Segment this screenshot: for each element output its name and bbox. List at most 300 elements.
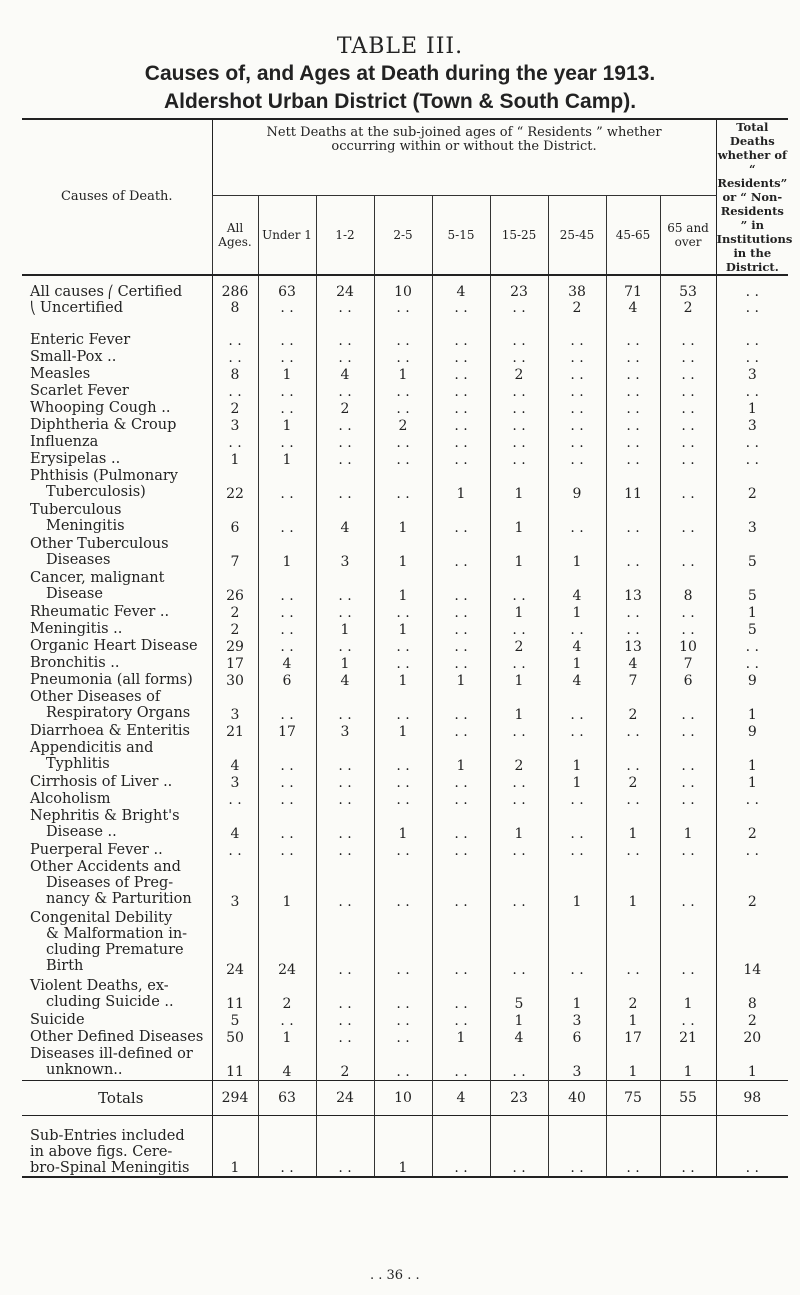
cause-label-line: Diseases [46,552,111,568]
spacer-cell [606,318,660,332]
age-value-cell: . . [374,1012,432,1029]
age-value-cell: 71 [606,275,660,300]
cause-label [22,808,212,842]
age-value-cell: . . [432,723,490,740]
age-value-cell: . . [660,774,716,791]
age-value-cell: . . [316,859,374,910]
age-value-cell: . . [316,1012,374,1029]
table-row [22,655,788,672]
table-row [22,434,788,451]
table-row [22,570,788,604]
age-value-cell: 1 [316,621,374,638]
age-value-cell: . . [548,808,606,842]
age-value-cell: . . [490,400,548,417]
age-value-cell: 13 [606,570,660,604]
table-row [22,638,788,655]
age-value-cell: 3 [316,723,374,740]
age-value-cell: . . [258,434,316,451]
age-value-cell: 1 [548,859,606,910]
age-column-header: 1-2 [316,196,374,275]
total-deaths-cell: 20 [716,1029,788,1046]
age-value-cell: . . [374,300,432,318]
cause-label-line: cluding Premature [46,942,184,958]
age-value-cell: 5 [490,978,548,1012]
age-value-cell: . . [432,502,490,536]
age-value-cell: . . [432,400,490,417]
age-value-cell: 294 [212,1080,258,1115]
cause-label-line: Other Accidents and [30,859,181,875]
age-value-cell: 1 [548,774,606,791]
age-value-cell: . . [660,1115,716,1177]
age-value-cell: 286 [212,275,258,300]
cause-label-line: Nephritis & Bright's [30,808,180,824]
table-row [22,842,788,859]
total-deaths-cell: 9 [716,672,788,689]
cause-label-line: Scarlet Fever [30,383,129,399]
table-row [22,621,788,638]
cause-label-line: & Malformation in- [46,926,188,942]
age-value-cell: . . [660,366,716,383]
age-value-cell: . . [432,300,490,318]
cause-label-line: Puerperal Fever .. [30,842,163,858]
age-value-cell: . . [432,1012,490,1029]
cause-label-line: Phthisis (Pulmonary [30,468,179,484]
totals-label: Totals [22,1080,212,1115]
spacer-cell [316,318,374,332]
age-value-cell: 4 [316,366,374,383]
table-title: Causes of, and Ages at Death during the year 1913. [144,62,656,85]
age-value-cell: . . [258,638,316,655]
age-value-cell: 4 [548,638,606,655]
age-value-cell: 1 [548,655,606,672]
uncertified-label [22,300,212,318]
cause-label [22,417,212,434]
age-column-header: 5-15 [432,196,490,275]
age-value-cell: . . [548,349,606,366]
age-value-cell: 4 [316,672,374,689]
nett-deaths-header: Nett Deaths at the sub-joined ages of “ Residents ” whether occurring within or without the District. [212,119,716,196]
age-value-cell: . . [316,604,374,621]
age-value-cell: . . [432,604,490,621]
age-value-cell: . . [660,842,716,859]
table-row [22,791,788,808]
age-value-cell: . . [316,332,374,349]
age-value-cell: . . [258,791,316,808]
cause-label-line: Birth [46,958,84,974]
age-value-cell: . . [212,791,258,808]
age-value-cell: 9 [548,468,606,502]
age-value-cell: . . [316,1029,374,1046]
age-value-cell: . . [316,791,374,808]
age-value-cell: 24 [316,275,374,300]
age-value-cell: . . [490,791,548,808]
age-value-cell: . . [606,910,660,978]
age-value-cell: 2 [490,366,548,383]
age-value-cell: . . [316,349,374,366]
cause-label-line: Other Defined Diseases [30,1029,204,1045]
age-value-cell: 29 [212,638,258,655]
cause-label-line: Diseases of Preg- [46,875,174,891]
age-value-cell: 3 [548,1046,606,1080]
age-value-cell: . . [212,332,258,349]
age-value-cell: 4 [316,502,374,536]
age-value-cell: . . [432,349,490,366]
age-value-cell: 1 [374,536,432,570]
all-causes-text: All causes [30,284,104,300]
cause-label-line: Cirrhosis of Liver .. [30,774,173,790]
age-value-cell: 11 [606,468,660,502]
age-value-cell: 2 [660,300,716,318]
age-column-header: Under 1 [258,196,316,275]
age-value-cell: 30 [212,672,258,689]
age-value-cell: . . [374,859,432,910]
table-subtitle: Aldershot Urban District (Town & South Camp). [163,90,637,113]
age-value-cell: 7 [660,655,716,672]
table-row [22,723,788,740]
age-value-cell: 63 [258,275,316,300]
age-value-cell: 21 [212,723,258,740]
cause-label-line: Alcoholism [30,791,111,807]
age-value-cell: 4 [548,672,606,689]
age-value-cell: 1 [490,672,548,689]
age-value-cell: . . [432,655,490,672]
table-row [22,1029,788,1046]
age-column-header: All Ages. [212,196,258,275]
age-value-cell: . . [374,400,432,417]
age-value-cell: . . [374,1046,432,1080]
cause-label-line: cluding Suicide .. [46,994,174,1010]
age-value-cell: 2 [212,621,258,638]
table-row [22,604,788,621]
age-value-cell: 24 [258,910,316,978]
table-number: TABLE III. [336,34,464,59]
age-value-cell: . . [374,910,432,978]
age-column-header: 15-25 [490,196,548,275]
table-row [22,417,788,434]
age-value-cell: . . [316,1115,374,1177]
age-value-cell: . . [548,910,606,978]
age-value-cell: . . [374,978,432,1012]
age-value-cell: . . [432,621,490,638]
age-value-cell: . . [432,1115,490,1177]
age-value-cell: . . [432,434,490,451]
spacer-cell [22,318,212,332]
total-deaths-cell: . . [716,332,788,349]
cause-label-line: Meningitis .. [30,621,123,637]
cause-label [22,638,212,655]
age-value-cell: . . [432,383,490,400]
age-value-cell: . . [432,842,490,859]
total-deaths-cell: 1 [716,1046,788,1080]
age-value-cell: . . [258,570,316,604]
age-value-cell: 4 [432,1080,490,1115]
certified-label: Certified [117,284,183,300]
spacer-cell [374,318,432,332]
age-value-cell: 1 [374,1115,432,1177]
age-value-cell: . . [258,808,316,842]
cause-label [22,859,212,910]
age-value-cell: . . [316,434,374,451]
age-value-cell: . . [660,740,716,774]
age-value-cell: 1 [374,366,432,383]
age-value-cell: . . [660,417,716,434]
cause-label-line: Influenza [30,434,99,450]
age-value-cell: . . [490,842,548,859]
age-value-cell: . . [660,859,716,910]
age-value-cell: . . [316,774,374,791]
table-row [22,502,788,536]
age-value-cell: 1 [490,468,548,502]
age-value-cell: . . [660,723,716,740]
age-value-cell: 7 [212,536,258,570]
cause-label [22,655,212,672]
age-value-cell: . . [490,910,548,978]
age-value-cell: . . [432,808,490,842]
total-deaths-cell: . . [716,451,788,468]
age-value-cell: 6 [258,672,316,689]
total-deaths-cell: 1 [716,774,788,791]
age-value-cell: . . [606,621,660,638]
age-value-cell: . . [432,859,490,910]
age-value-cell: 3 [548,1012,606,1029]
cause-label-line: Measles [30,366,91,382]
age-value-cell: . . [606,400,660,417]
age-value-cell: 23 [490,1080,548,1115]
table-row [22,689,788,723]
cause-label [22,434,212,451]
table-row [22,978,788,1012]
age-value-cell: . . [606,383,660,400]
cause-label-line: Organic Heart Disease [30,638,198,654]
age-value-cell: 2 [490,638,548,655]
age-value-cell: . . [316,417,374,434]
cause-label [22,366,212,383]
age-value-cell: . . [316,451,374,468]
age-column-header: 25-45 [548,196,606,275]
cause-label [22,689,212,723]
age-value-cell: . . [490,621,548,638]
age-value-cell: . . [660,604,716,621]
age-value-cell: 2 [606,689,660,723]
age-value-cell: 50 [212,1029,258,1046]
age-value-cell: 1 [548,536,606,570]
table-row [22,1046,788,1080]
age-value-cell: 24 [212,910,258,978]
cause-label-line: Enteric Fever [30,332,131,348]
age-value-cell: . . [606,723,660,740]
age-value-cell: 2 [374,417,432,434]
age-value-cell: . . [606,417,660,434]
age-value-cell: . . [316,978,374,1012]
age-value-cell: . . [374,451,432,468]
age-value-cell: . . [660,621,716,638]
spacer-cell [258,318,316,332]
spacer-cell [212,318,258,332]
age-value-cell: 2 [606,774,660,791]
spacer-cell [548,318,606,332]
age-value-cell: 3 [212,774,258,791]
total-deaths-cell: 5 [716,570,788,604]
table-row [22,468,788,502]
total-deaths-cell: . . [716,349,788,366]
age-value-cell: . . [258,332,316,349]
age-value-cell: . . [548,417,606,434]
total-deaths-cell: . . [716,791,788,808]
age-value-cell: . . [374,655,432,672]
age-value-cell: . . [258,383,316,400]
age-value-cell: . . [374,383,432,400]
total-deaths-cell: . . [716,638,788,655]
age-value-cell: . . [432,791,490,808]
age-value-cell: . . [212,842,258,859]
age-value-cell: 1 [374,570,432,604]
age-value-cell: . . [258,400,316,417]
age-value-cell: . . [258,774,316,791]
total-deaths-header: Total Deaths whether of “ Residents” or “ Non-Residents ” in Institutions in the District. [716,120,793,274]
brace-glyph: ⎝ [30,301,40,315]
cause-label-line: Diseases ill-defined or [30,1046,193,1062]
total-deaths-cell: 3 [716,502,788,536]
cause-label-line: bro-Spinal Meningitis [30,1159,190,1176]
mortality-table [22,118,793,1178]
cause-label-line: Erysipelas .. [30,451,121,467]
age-value-cell: 4 [212,740,258,774]
age-value-cell: . . [490,1046,548,1080]
age-value-cell: 26 [212,570,258,604]
age-value-cell: . . [432,332,490,349]
page-number: . . 36 . . [370,1268,420,1283]
table-row [22,383,788,400]
age-value-cell: 55 [660,1080,716,1115]
totals-row [22,1080,788,1115]
cause-label-line: Suicide [30,1012,85,1028]
age-value-cell: 1 [432,672,490,689]
age-value-cell: 1 [548,978,606,1012]
age-value-cell: . . [316,808,374,842]
total-deaths-cell: 14 [716,910,788,978]
age-value-cell: . . [374,740,432,774]
age-value-cell: . . [432,910,490,978]
cause-label [22,570,212,604]
age-value-cell: 2 [490,740,548,774]
cause-label [22,349,212,366]
table-row [22,910,788,978]
table-row [22,740,788,774]
age-value-cell: 8 [660,570,716,604]
age-value-cell: . . [316,638,374,655]
spacer-cell [432,318,490,332]
age-value-cell: 1 [606,859,660,910]
total-deaths-cell: 2 [716,808,788,842]
age-value-cell: . . [660,791,716,808]
age-value-cell: 1 [258,366,316,383]
cause-label [22,978,212,1012]
age-value-cell: . . [548,400,606,417]
age-value-cell: . . [374,349,432,366]
age-value-cell: . . [660,536,716,570]
age-value-cell: . . [548,366,606,383]
cause-label-line: Meningitis [46,518,125,534]
age-value-cell: . . [660,502,716,536]
age-value-cell: 1 [258,451,316,468]
total-deaths-cell: 5 [716,621,788,638]
cause-label-line: Other Tuberculous [30,536,169,552]
cause-label-line: Congenital Debility [30,910,173,926]
age-value-cell: . . [548,383,606,400]
cause-label-line: Tuberculous [30,502,122,518]
age-value-cell: . . [490,570,548,604]
age-value-cell: . . [374,842,432,859]
age-value-cell: . . [316,740,374,774]
age-value-cell: . . [548,502,606,536]
age-value-cell: . . [606,536,660,570]
age-value-cell: 1 [660,978,716,1012]
age-value-cell: . . [316,570,374,604]
spacer-cell [716,318,788,332]
age-value-cell: 23 [490,275,548,300]
age-value-cell: . . [316,910,374,978]
age-value-cell: 2 [316,1046,374,1080]
age-value-cell: . . [374,689,432,723]
age-value-cell: 40 [548,1080,606,1115]
age-value-cell: . . [490,723,548,740]
table-row [22,672,788,689]
age-value-cell: 5 [212,1012,258,1029]
age-value-cell: 21 [660,1029,716,1046]
age-value-cell: 2 [548,300,606,318]
cause-label [22,1046,212,1080]
cause-label [22,1029,212,1046]
age-value-cell: . . [212,434,258,451]
age-value-cell: 38 [548,275,606,300]
table-row [22,332,788,349]
cause-label-line: unknown.. [46,1062,123,1078]
age-value-cell: 22 [212,468,258,502]
age-value-cell: 3 [212,859,258,910]
cause-label-line: Pneumonia (all forms) [30,672,193,688]
age-value-cell: 2 [316,400,374,417]
cause-label-line: Rheumatic Fever .. [30,604,170,620]
all-causes-label [22,275,212,300]
age-value-cell: 1 [432,468,490,502]
cause-label [22,604,212,621]
cause-label-line: Whooping Cough .. [30,400,171,416]
cause-label-line: in above figs. Cere- [30,1143,173,1160]
table-row [22,859,788,910]
age-value-cell: . . [606,604,660,621]
age-value-cell: 11 [212,1046,258,1080]
age-value-cell: . . [432,978,490,1012]
age-value-cell: . . [258,468,316,502]
total-deaths-cell: 2 [716,1012,788,1029]
total-deaths-cell: 5 [716,536,788,570]
age-value-cell: 10 [374,1080,432,1115]
age-value-cell: 2 [606,978,660,1012]
age-value-cell: . . [548,689,606,723]
spacer-cell [490,318,548,332]
cause-label [22,621,212,638]
age-value-cell: 1 [374,621,432,638]
age-value-cell: 2 [212,604,258,621]
age-column-header: 65 and over [660,196,716,275]
age-value-cell: 1 [660,808,716,842]
cause-label [22,740,212,774]
age-value-cell: . . [606,740,660,774]
cause-label-line: Respiratory Organs [46,705,191,721]
age-value-cell: . . [432,451,490,468]
table-row [22,451,788,468]
age-value-cell: . . [660,689,716,723]
